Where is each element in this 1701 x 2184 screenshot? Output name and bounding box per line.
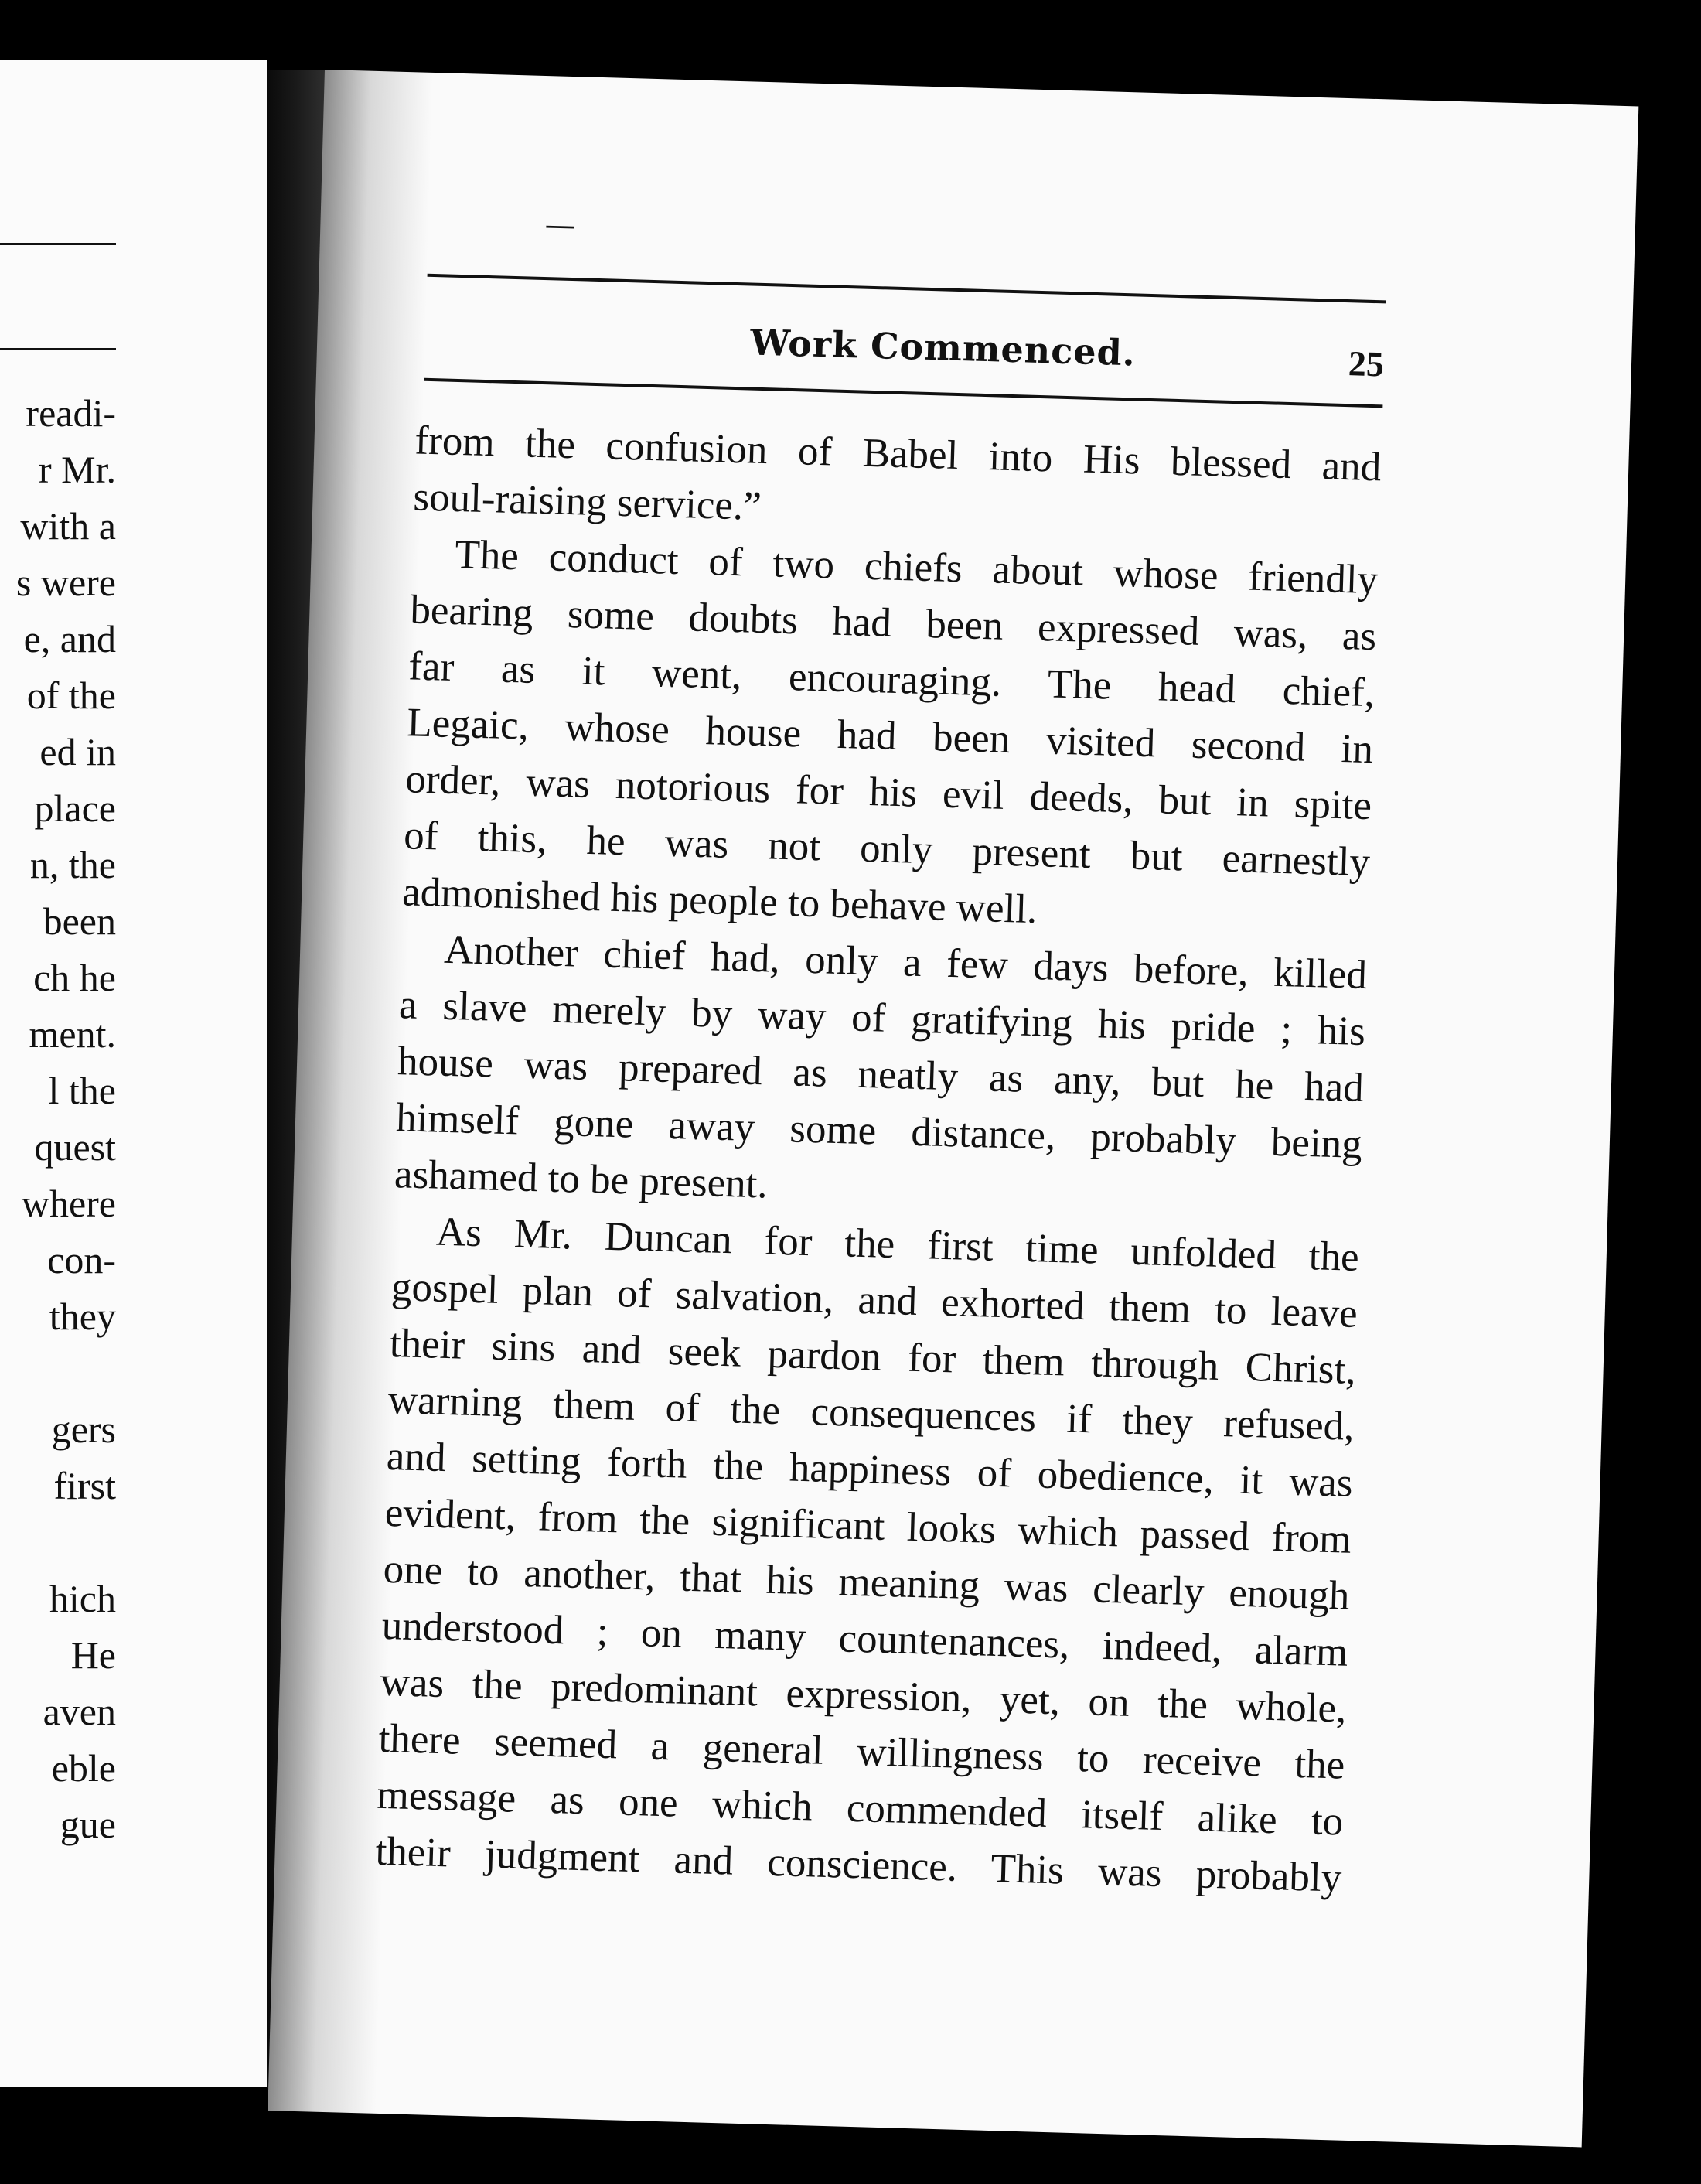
text-line: message as one which commended itself alike to xyxy=(376,1772,1345,1844)
left-page-line: readi- xyxy=(26,391,116,435)
text-line: bearing some doubts had been expressed was, as xyxy=(409,587,1377,660)
left-page-line: they xyxy=(49,1295,116,1338)
left-page-line: n, the xyxy=(29,843,116,886)
text-line: gospel plan of salvation, and exhorted them to leave xyxy=(390,1264,1358,1336)
body-text xyxy=(375,412,1382,1906)
text-line: house was prepared as neatly as any, but he had xyxy=(397,1039,1365,1111)
text-line: himself gone away some distance, probably being xyxy=(395,1095,1363,1167)
right-page xyxy=(268,70,1638,2147)
text-line: was the predominant expression, yet, on the whole, xyxy=(380,1659,1348,1732)
text-line: their judgment and conscience. This was probably xyxy=(374,1828,1343,1901)
text-line: their sins and seek pardon for them through Christ, xyxy=(389,1321,1357,1393)
left-page-line xyxy=(0,1345,116,1401)
paragraph xyxy=(375,1203,1360,1907)
left-page-line: place xyxy=(34,787,116,830)
left-page-line: l the xyxy=(48,1069,116,1112)
left-page-line: gers xyxy=(51,1408,116,1451)
text-line: of this, he was not only present but earnestly xyxy=(403,813,1371,886)
text-line: The conduct of two chiefs about whose friendly xyxy=(454,531,1379,603)
left-page-line: ed in xyxy=(39,730,116,773)
text-line: evident, from the significant looks which passed from xyxy=(384,1490,1352,1562)
left-page-line: e, and xyxy=(23,617,116,660)
left-page-line: ment. xyxy=(29,1012,116,1056)
text-line: order, was notorious for his evil deeds, but in spite xyxy=(404,756,1372,829)
running-head: Work Commenced. xyxy=(749,321,1137,374)
text-line: and setting forth the happiness of obedience, it was xyxy=(386,1433,1354,1506)
text-line: warning them of the consequences if they refused, xyxy=(387,1377,1355,1449)
text-line: from the confusion of Babel into His blessed and xyxy=(414,418,1382,490)
left-page-line: been xyxy=(43,899,116,943)
left-page-line xyxy=(0,1514,116,1571)
page-number: 25 xyxy=(1348,343,1385,384)
paragraph xyxy=(394,920,1368,1230)
text-line: Legaic, whose house had been visited second in xyxy=(406,700,1374,773)
left-page-text xyxy=(0,385,116,1853)
left-page-line: con- xyxy=(47,1238,116,1281)
left-page-fragment xyxy=(0,60,267,2087)
text-line: far as it went, encouraging. The head chief, xyxy=(407,643,1375,716)
left-page-rule xyxy=(0,348,116,350)
text-line: As Mr. Duncan for the first time unfolded the xyxy=(435,1209,1360,1280)
text-line: soul-raising service.” xyxy=(412,474,762,529)
left-page-line: s were xyxy=(15,561,116,604)
page-header xyxy=(424,305,1385,401)
left-page-line: where xyxy=(21,1182,116,1225)
left-page-line: eble xyxy=(51,1746,116,1790)
left-page-line: aven xyxy=(43,1690,116,1733)
text-line: understood ; on many countenances, indeed, alarm xyxy=(381,1602,1349,1675)
left-page-line: He xyxy=(70,1633,116,1677)
left-page-rule xyxy=(0,243,116,245)
left-page-line: first xyxy=(53,1464,116,1507)
left-page-line: ch he xyxy=(33,956,116,999)
left-page-line: gue xyxy=(60,1803,116,1846)
text-line: there seemed a general willingness to receive the xyxy=(377,1715,1346,1788)
left-page-line: r Mr. xyxy=(39,448,116,491)
left-page-line: with a xyxy=(20,504,116,548)
ink-mark: — xyxy=(544,207,577,244)
text-line: admonished his people to behave well. xyxy=(401,869,1038,933)
paragraph xyxy=(401,525,1379,947)
left-page-line: of the xyxy=(26,674,116,717)
text-line: ashamed to be present. xyxy=(394,1152,769,1207)
text-line: a slave merely by way of gratifying his pride ; his xyxy=(398,982,1366,1055)
text-line: one to another, that his meaning was clearly enough xyxy=(383,1546,1351,1619)
header-top-rule xyxy=(428,274,1386,304)
left-page-line: hich xyxy=(49,1577,116,1620)
left-page-line: quest xyxy=(34,1125,116,1169)
text-line: Another chief had, only a few days before, killed xyxy=(443,926,1368,998)
